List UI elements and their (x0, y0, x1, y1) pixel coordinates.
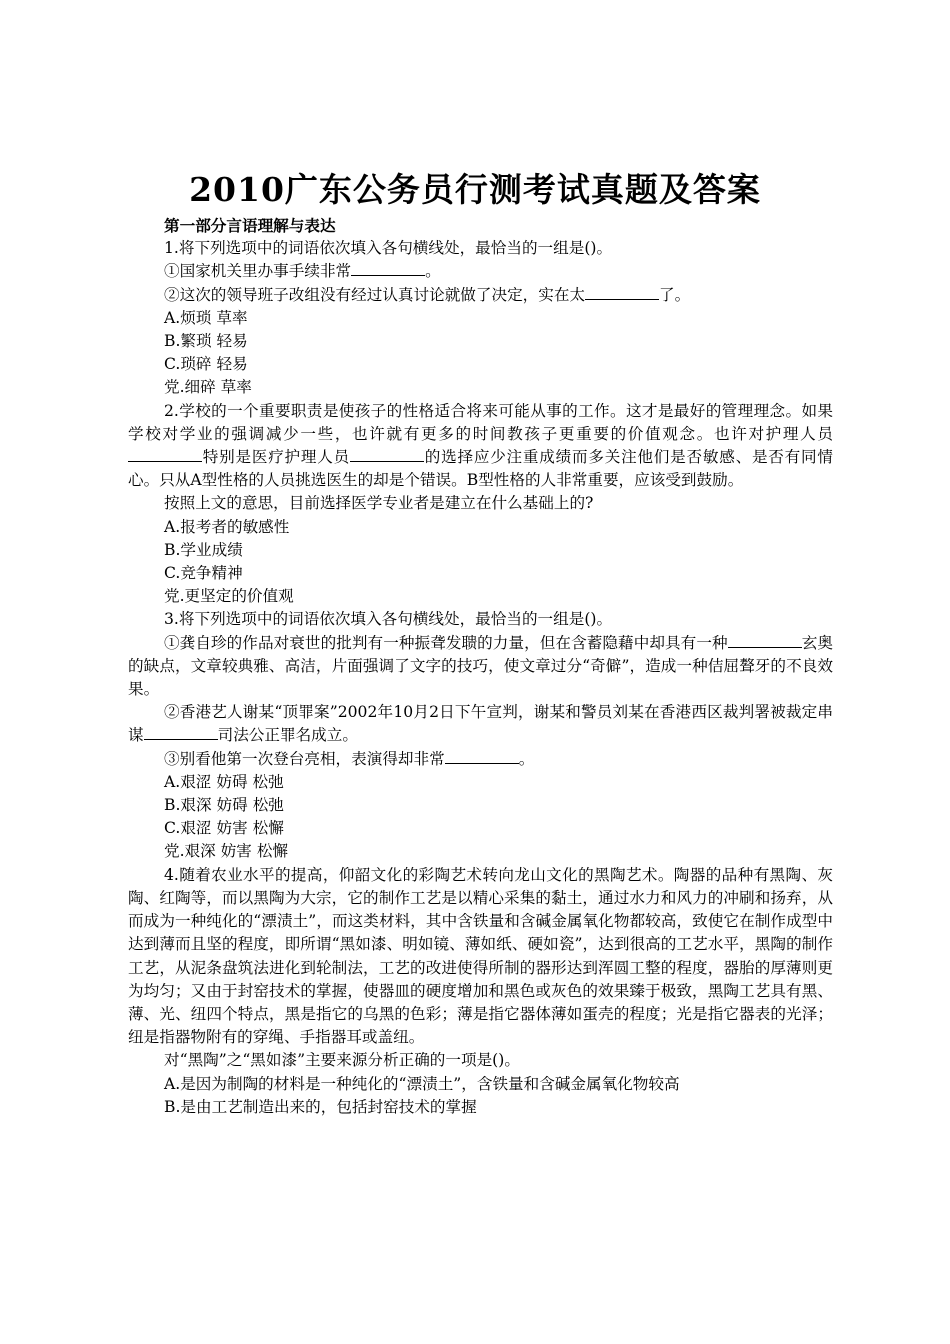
question-2-option-b: B.学业成绩 (164, 540, 243, 559)
section-heading: 第一部分言语理解与表达 (164, 216, 336, 235)
question-4-option-a: A.是因为制陶的材料是一种纯化的“漂渍土”，含铁量和含碱金属氧化物较高 (164, 1074, 680, 1093)
question-3-stem: 3.将下列选项中的词语依次填入各句横线处，最恰当的一组是()。 (164, 610, 613, 629)
question-1-option-b: B.繁琐 轻易 (164, 332, 248, 351)
question-1-sentence-1: ①国家机关里办事手续非常 。 (164, 262, 441, 281)
question-1-stem: 1.将下列选项中的词语依次填入各句横线处，最恰当的一组是()。 (164, 239, 613, 258)
question-3-option-c: C.艰涩 妨害 松懈 (164, 819, 284, 838)
question-3-option-a: A.艰涩 妨碍 松弛 (164, 772, 284, 791)
question-1-option-c: C.琐碎 轻易 (164, 355, 248, 374)
fill-blank (128, 460, 202, 462)
question-2-question: 按照上文的意思，目前选择医学专业者是建立在什么基础上的? (164, 494, 594, 513)
question-2-option-c: C.竞争精神 (164, 564, 243, 583)
fill-blank (728, 646, 802, 648)
question-1-sentence-2: ②这次的领导班子改组没有经过认真讨论就做了决定，实在太 了。 (164, 285, 691, 304)
fill-blank (350, 460, 424, 462)
question-2-option-a: A.报考者的敏感性 (164, 517, 290, 536)
fill-blank (585, 298, 659, 300)
question-3-sentence-2: ②香港艺人谢某“顶罪案”2002年10月2日下午宣判，谢某和警员刘某在香港西区裁判署被裁定串谋 司法公正罪名成立。 (128, 703, 833, 745)
question-1-option-d: 党.细碎 草率 (164, 378, 252, 397)
question-4-passage: 4.随着农业水平的提高，仰韶文化的彩陶艺术转向龙山文化的黑陶艺术。陶器的品种有黑陶、灰陶、红陶等，而以黑陶为大宗，它的制作工艺是以精心采集的黏土，通过水力和风力的冲刷和扬弃，从而成为一种纯化的“漂渍土”，而这类材料，其中含铁量和含碱金属氧化物都较高，致使它在制作成型中达到薄而且坚的程度，即所谓“黑如漆、明如镜、薄如纸、硬如瓷”，达到很高的工艺水平，黑陶的制作工艺，从泥条盘筑法进化到轮制法，工艺的改进使得所制的器形达到浑圆工整的程度，器胎的厚薄则更为均匀；又由于封窑技术的掌握，使器皿的硬度增加和黑色或灰色的效果臻于极致，黑陶工艺具有黑、薄、光、纽四个特点，黑是指它的乌黑的色彩；薄是指它器体薄如蛋壳的程度；光是指它器表的光泽；纽是指器物附有的穿绳、手指器耳或盖纽。 (128, 865, 833, 1047)
question-3-option-b: B.艰深 妨碍 松弛 (164, 796, 284, 815)
fill-blank (351, 274, 425, 276)
question-2-option-d: 党.更坚定的价值观 (164, 587, 294, 606)
question-4-question: 对“黑陶”之“黑如漆”主要来源分析正确的一项是()。 (164, 1051, 520, 1070)
question-3-option-d: 党.艰深 妨害 松懈 (164, 842, 289, 861)
document-title: 2010广东公务员行测考试真题及答案 (189, 170, 761, 209)
question-3-sentence-1: ①龚自珍的作品对衰世的批判有一种振聋发聩的力量，但在含蓄隐藉中却具有一种 玄奥的缺点，文章较典雅、高洁，片面强调了文字的技巧，使文章过分“奇僻”，造成一种佶屈聱牙的不良效果。 (128, 633, 833, 699)
question-3-sentence-3: ③别看他第一次登台亮相，表演得却非常 。 (164, 749, 535, 768)
question-1-option-a: A.烦琐 草率 (164, 308, 248, 327)
fill-blank (144, 738, 218, 740)
document-body (128, 214, 833, 1119)
question-2-passage: 2.学校的一个重要职责是使孩子的性格适合将来可能从事的工作。这才是最好的管理理念。如果学校对学业的强调减少一些，也许就有更多的时间教孩子更重要的价值观念。也许对护理人员特别是医疗护理人员 的选择应少注重成绩而多关注他们是否敏感、是否有同情心。只从A型性格的人员挑选医生的却是个错误。B型性格的人非常重要，应该受到鼓励。 (128, 401, 833, 490)
question-4-option-b: B.是由工艺制造出来的，包括封窑技术的掌握 (164, 1097, 477, 1116)
fill-blank (445, 762, 519, 764)
